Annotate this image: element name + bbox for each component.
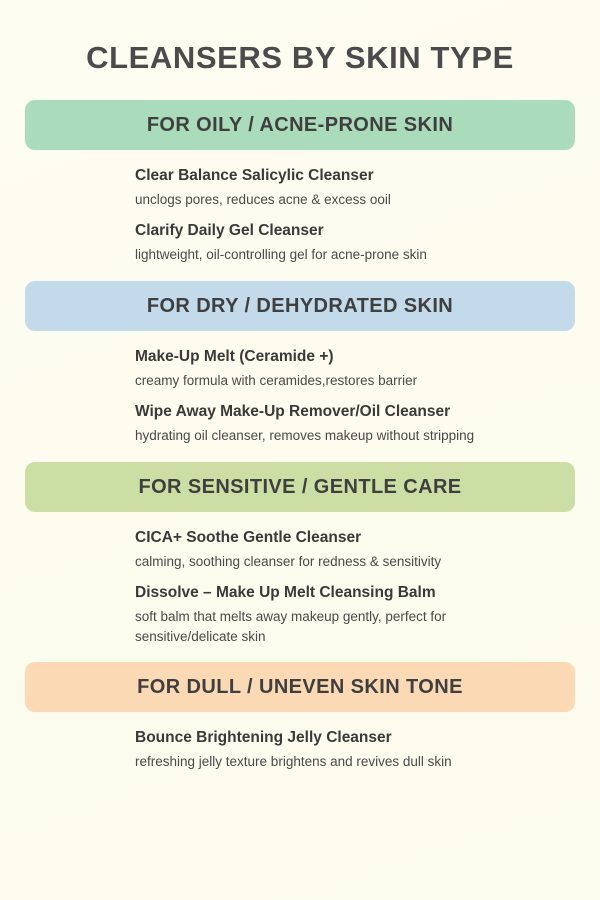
product-description: lightweight, oil-controlling gel for acne-prone skin — [135, 247, 427, 263]
product-name: Make-Up Melt (Ceramide +) — [135, 347, 334, 365]
list-item — [0, 571, 600, 646]
item-list-dull-uneven — [0, 712, 600, 771]
product-description: soft balm that melts away makeup gently, perfect for sensitive/delicate skin — [135, 609, 447, 644]
product-description: calming, soothing cleanser for redness & sensitivity — [135, 553, 442, 569]
product-description: unclogs pores, reduces acne & excess ooil — [135, 191, 391, 207]
product-description: refreshing jelly texture brightens and revives dull skin — [135, 754, 452, 770]
section-oily-acne-prone — [0, 100, 600, 265]
item-list-sensitive-gentle — [0, 512, 600, 647]
list-item — [0, 516, 600, 571]
product-description: hydrating oil cleanser, removes makeup without stripping — [135, 428, 475, 444]
section-dry-dehydrated — [0, 281, 600, 446]
product-name: Dissolve – Make Up Melt Cleansing Balm — [135, 584, 436, 602]
item-list-oily-acne-prone — [0, 150, 600, 265]
list-item — [0, 335, 600, 390]
list-item — [0, 390, 600, 445]
product-name: Wipe Away Make-Up Remover/Oil Cleanser — [135, 403, 451, 421]
list-item — [0, 154, 600, 209]
section-header-dry-dehydrated: FOR DRY / DEHYDRATED SKIN — [25, 281, 575, 331]
product-name: CICA+ Soothe Gentle Cleanser — [135, 528, 362, 546]
item-list-dry-dehydrated — [0, 331, 600, 446]
section-dull-uneven — [0, 662, 600, 771]
list-item — [0, 716, 600, 771]
product-name: Bounce Brightening Jelly Cleanser — [135, 729, 392, 747]
list-item — [0, 209, 600, 264]
product-name: Clarify Daily Gel Cleanser — [135, 222, 324, 240]
section-header-oily-acne-prone: FOR OILY / ACNE-PRONE SKIN — [25, 100, 575, 150]
product-description: creamy formula with ceramides,restores barrier — [135, 372, 418, 388]
page-title: CLEANSERS BY SKIN TYPE — [86, 40, 514, 75]
section-sensitive-gentle — [0, 462, 600, 647]
section-header-sensitive-gentle: FOR SENSITIVE / GENTLE CARE — [25, 462, 575, 512]
product-name: Clear Balance Salicylic Cleanser — [135, 167, 374, 184]
section-header-dull-uneven: FOR DULL / UNEVEN SKIN TONE — [25, 662, 575, 712]
